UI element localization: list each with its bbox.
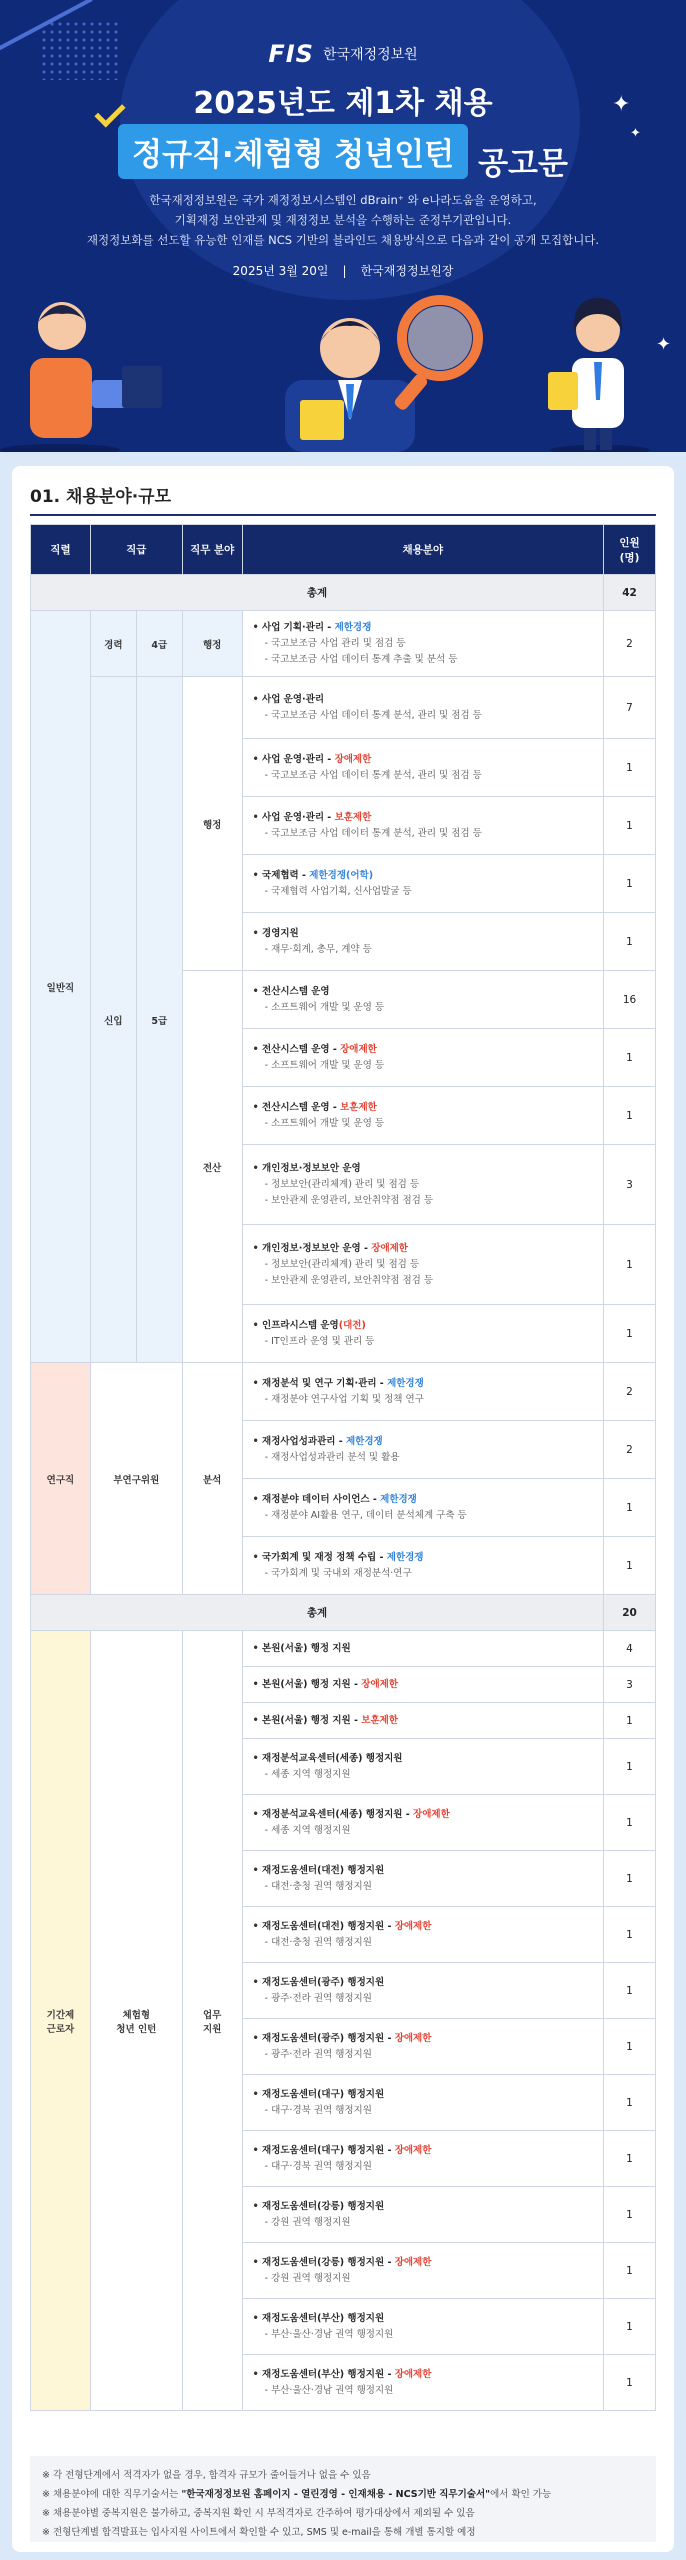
recruit-section (12, 466, 674, 2552)
field-title (253, 1975, 593, 1991)
count-cell: 1 (604, 1703, 656, 1739)
count-cell: 1 (604, 1795, 656, 1851)
section-title: 01. 채용분야·규모 (30, 487, 172, 507)
announce-date: 2025년 3월 20일 (232, 264, 329, 278)
count-cell: 1 (604, 797, 656, 855)
recruit-table (30, 524, 656, 2411)
count-cell: 1 (604, 2243, 656, 2299)
field-sub: - 재정분야 연구사업 기획 및 정책 연구 (253, 1392, 593, 1408)
section-divider (30, 514, 656, 516)
logo-name: 한국재정정보원 (323, 47, 418, 63)
field-title-text: 재정사업성과관리 - (262, 1435, 346, 1447)
title-line1: 2025년도 제1차 채용 (193, 86, 493, 121)
field-cell (242, 677, 603, 739)
field-tag: (대전) (338, 1319, 366, 1331)
field-sub: - 강원 권역 행정지원 (253, 2215, 593, 2231)
header-count-line1: 인원 (619, 536, 640, 549)
field-sub: - 재무·회계, 총무, 계약 등 (253, 942, 593, 958)
field-title (253, 1161, 593, 1177)
field-cell (242, 1703, 603, 1739)
field-title (253, 2199, 593, 2215)
count-cell: 1 (604, 913, 656, 971)
field-sub: - 국고보조금 사업 관리 및 점검 등 (253, 636, 593, 652)
field-cell (242, 1029, 603, 1087)
field-tag: 장애제한 (394, 2032, 432, 2044)
group-grade4-cell (136, 611, 182, 677)
header-bunya: 직무 분야 (182, 525, 242, 575)
intro-line: 재정정보화를 선도할 유능한 인재를 NCS 기반의 블라인드 채용방식으로 다음과 같이 공개 모집합니다. (86, 233, 600, 247)
field-title-text: 재정분석 및 연구 기획·관리 - (262, 1377, 388, 1389)
field-sub: - 대구·경북 권역 행정지원 (253, 2159, 593, 2175)
count-cell: 16 (604, 971, 656, 1029)
total-value: 20 (604, 1595, 656, 1631)
field-title-text: 재정분야 데이터 사이언스 - (262, 1493, 381, 1505)
field-sub: - 국제협력 사업기획, 신사업발굴 등 (253, 884, 593, 900)
group-newhire-cell (90, 677, 136, 1363)
count-cell: 1 (604, 1225, 656, 1305)
group-intern-line2: 근로자 (46, 2023, 75, 2035)
field-title (253, 692, 593, 708)
field-sub: - 대전·충청 권역 행정지원 (253, 1935, 593, 1951)
logo-mark: FIS (268, 40, 314, 68)
table-row (31, 1631, 656, 1667)
group-admin2-cell (182, 677, 242, 971)
field-tag: 장애제한 (413, 1808, 450, 1820)
field-cell (242, 611, 603, 677)
field-title (253, 2143, 593, 2159)
note-text: ※ 채용분야에 대한 직무기술서는 (42, 2489, 182, 2500)
field-title-text: 전산시스템 운영 (262, 985, 330, 997)
logo (0, 40, 686, 68)
field-title-text: 사업 운영·관리 - (262, 753, 335, 765)
field-tag: 장애제한 (394, 2144, 432, 2156)
count-cell: 4 (604, 1631, 656, 1667)
hero-banner (0, 0, 686, 452)
count-cell: 1 (604, 1537, 656, 1595)
count-cell: 1 (604, 2131, 656, 2187)
field-sub: - 국고보조금 사업 데이터 통계 분석, 관리 및 점검 등 (253, 708, 593, 724)
group-intern-type-line2: 청년 인턴 (116, 2023, 157, 2035)
group-analysis: 분석 (203, 1474, 222, 1486)
field-sub: - 강원 권역 행정지원 (253, 2271, 593, 2287)
group-newhire: 신입 (104, 1015, 123, 1027)
field-sub: - 세종 지역 행정지원 (253, 1767, 593, 1783)
note-line (42, 2523, 644, 2542)
table-header-row (31, 525, 656, 575)
note-line (42, 2504, 644, 2523)
field-title (253, 2367, 593, 2383)
group-grade5: 5급 (151, 1015, 168, 1027)
field-cell (242, 1795, 603, 1851)
field-title-text: 본원(서울) 행정 지원 (262, 1642, 351, 1654)
field-title (253, 810, 593, 826)
count-cell: 3 (604, 1667, 656, 1703)
group-grade5-cell (136, 677, 182, 1363)
group-admin1-cell (182, 611, 242, 677)
note-text: ※ 전형단계별 합격발표는 입사지원 사이트에서 확인할 수 있고, SMS 및 e-mail을 통해 개별 통지할 예정 (42, 2527, 476, 2538)
field-title-text: 재정도움센터(대구) 행정지원 - (262, 2144, 395, 2156)
field-title (253, 1641, 593, 1657)
count-cell: 1 (604, 1739, 656, 1795)
field-title-text: 재정도움센터(부산) 행정지원 - (262, 2368, 395, 2380)
count-cell: 1 (604, 855, 656, 913)
field-cell (242, 1421, 603, 1479)
field-sub: - 재정사업성과관리 분석 및 활용 (253, 1450, 593, 1466)
field-tag: 장애제한 (361, 1678, 399, 1690)
field-title-text: 재정도움센터(부산) 행정지원 (262, 2312, 385, 2324)
group-it-cell (182, 971, 242, 1363)
field-tag: 제한경쟁 (334, 621, 372, 633)
field-cell (242, 2299, 603, 2355)
field-cell (242, 1851, 603, 1907)
field-title-text: 개인정보·정보보안 운영 - (262, 1242, 372, 1254)
field-sub: - 소프트웨어 개발 및 운영 등 (253, 1058, 593, 1074)
field-title (253, 1807, 593, 1823)
field-cell (242, 1305, 603, 1363)
sparkle-icon: ✦ (612, 92, 631, 117)
field-tag: 제한경쟁(어학) (309, 869, 374, 881)
field-cell (242, 2131, 603, 2187)
field-sub: - 국가회계 및 국내외 재정분석·연구 (253, 1566, 593, 1582)
header-jikgeup: 직급 (90, 525, 182, 575)
field-cell (242, 971, 603, 1029)
note-text: ※ 채용분야별 중복지원은 불가하고, 중복지원 확인 시 부적격자로 간주하여 평가대상에서 제외될 수 있음 (42, 2508, 475, 2519)
field-title (253, 1713, 593, 1729)
field-title (253, 1863, 593, 1879)
field-cell (242, 2187, 603, 2243)
group-it: 전산 (203, 1162, 222, 1174)
count-cell: 1 (604, 1479, 656, 1537)
table-row (31, 677, 656, 739)
field-cell (242, 1479, 603, 1537)
field-title (253, 1751, 593, 1767)
count-cell: 1 (604, 1851, 656, 1907)
group-intern-type-line1: 체험형 (122, 2009, 151, 2021)
field-title (253, 1318, 593, 1334)
field-title-text: 재정도움센터(대전) 행정지원 - (262, 1920, 395, 1932)
count-cell: 2 (604, 1363, 656, 1421)
field-title-text: 국가회계 및 재정 정책 수립 - (262, 1551, 387, 1563)
field-cell (242, 2019, 603, 2075)
count-cell: 1 (604, 2299, 656, 2355)
field-cell (242, 1537, 603, 1595)
group-admin2: 행정 (203, 819, 222, 831)
field-sub: - 부산·울산·경남 권역 행정지원 (253, 2327, 593, 2343)
count-cell: 1 (604, 1029, 656, 1087)
field-title (253, 868, 593, 884)
field-title (253, 2311, 593, 2327)
field-cell (242, 2355, 603, 2411)
field-title-text: 인프라시스템 운영 (262, 1319, 339, 1331)
field-cell (242, 1225, 603, 1305)
group-support-line2: 지원 (203, 2023, 222, 2035)
field-title-text: 국제협력 - (262, 869, 310, 881)
header-count (604, 525, 656, 575)
count-cell: 3 (604, 1145, 656, 1225)
field-tag: 제한경쟁 (346, 1435, 383, 1447)
field-tag: 보훈제한 (340, 1101, 377, 1113)
field-title-text: 전산시스템 운영 - (262, 1043, 341, 1055)
field-title-text: 개인정보·정보보안 운영 (262, 1162, 361, 1174)
count-cell: 1 (604, 1963, 656, 2019)
field-title-text: 재정분석교육센터(세종) 행정지원 - (262, 1808, 414, 1820)
group-intern-type-cell (90, 1631, 182, 2411)
people-illustration (0, 280, 686, 452)
field-title-text: 사업 운영·관리 - (262, 811, 335, 823)
field-title-text: 본원(서울) 행정 지원 - (262, 1714, 362, 1726)
header-field: 채용분야 (242, 525, 603, 575)
person-right-illustration (548, 298, 650, 452)
count-cell: 1 (604, 2075, 656, 2131)
group-career-cell (90, 611, 136, 677)
field-title (253, 926, 593, 942)
field-tag: 장애제한 (340, 1043, 377, 1055)
field-tag: 보훈제한 (334, 811, 372, 823)
issuer: 한국재정정보원장 (360, 264, 454, 278)
intro-line: 기획재정 보안관제 및 재정정보 분석을 수행하는 준정부기관입니다. (174, 213, 512, 227)
table-row (31, 611, 656, 677)
group-general: 일반직 (46, 982, 75, 994)
count-cell: 2 (604, 611, 656, 677)
field-title-text: 재정분석교육센터(세종) 행정지원 (262, 1752, 403, 1764)
group-analysis-cell (182, 1363, 242, 1595)
title-line2 (0, 124, 686, 183)
group-admin1: 행정 (203, 639, 222, 651)
count-cell: 1 (604, 1907, 656, 1963)
total-row (31, 575, 656, 611)
group-career: 경력 (104, 639, 123, 651)
count-cell: 1 (604, 1305, 656, 1363)
field-title-text: 사업 운영·관리 (262, 693, 324, 705)
field-sub: - 부산·울산·경남 권역 행정지원 (253, 2383, 593, 2399)
note-text: ※ 각 전형단계에서 적격자가 없을 경우, 합격자 규모가 줄어들거나 없을 수 있음 (42, 2470, 371, 2481)
total-label: 총계 (31, 575, 604, 611)
person-left-illustration (0, 302, 162, 452)
field-cell (242, 1087, 603, 1145)
field-tag: 장애제한 (394, 2256, 432, 2268)
field-sub: - 광주·전라 권역 행정지원 (253, 2047, 593, 2063)
field-title (253, 984, 593, 1000)
field-sub: - 광주·전라 권역 행정지원 (253, 1991, 593, 2007)
field-sub: - 정보보안(관리체계) 관리 및 점검 등 (253, 1257, 593, 1273)
field-title (253, 2031, 593, 2047)
field-sub: - 국고보조금 사업 데이터 통계 분석, 관리 및 점검 등 (253, 768, 593, 784)
field-cell (242, 1363, 603, 1421)
field-title-text: 사업 기획·관리 - (262, 621, 335, 633)
count-cell: 7 (604, 677, 656, 739)
field-title (253, 1919, 593, 1935)
group-support-cell (182, 1631, 242, 2411)
divider: | (342, 264, 347, 278)
field-cell (242, 1739, 603, 1795)
intro-text (0, 190, 686, 250)
person-center-illustration (285, 300, 478, 452)
field-cell (242, 855, 603, 913)
field-title (253, 620, 593, 636)
field-cell (242, 1145, 603, 1225)
field-title-text: 경영지원 (262, 927, 299, 939)
title-tail: 공고문 (478, 146, 568, 182)
field-title (253, 1492, 593, 1508)
header-jikgun: 직렬 (31, 525, 91, 575)
title-highlight: 정규직·체험형 청년인턴 (118, 124, 468, 179)
group-research-rank: 부연구위원 (113, 1474, 160, 1486)
field-tag: 제한경쟁 (380, 1493, 417, 1505)
note-bold: "한국재정정보원 홈페이지 - 열린경영 - 인재채용 - NCS기반 직무기술서" (181, 2489, 491, 2500)
count-cell: 1 (604, 2187, 656, 2243)
field-tag: 장애제한 (334, 753, 372, 765)
field-title-text: 재정도움센터(강릉) 행정지원 (262, 2200, 385, 2212)
total-label: 총계 (31, 1595, 604, 1631)
total-value: 42 (604, 575, 656, 611)
count-cell: 2 (604, 1421, 656, 1479)
announce-date-row (0, 262, 686, 279)
group-support-line1: 업무 (203, 2009, 222, 2021)
count-cell: 1 (604, 1087, 656, 1145)
field-title-text: 재정도움센터(강릉) 행정지원 - (262, 2256, 395, 2268)
field-tag: 제한경쟁 (386, 1551, 424, 1563)
field-title-text: 재정도움센터(대전) 행정지원 (262, 1864, 385, 1876)
field-title-text: 재정도움센터(대구) 행정지원 (262, 2088, 385, 2100)
field-cell (242, 739, 603, 797)
field-sub: - 소프트웨어 개발 및 운영 등 (253, 1116, 593, 1132)
header-count-line2: (명) (619, 551, 640, 564)
field-title-text: 전산시스템 운영 - (262, 1101, 341, 1113)
field-sub: - 국고보조금 사업 데이터 통계 추출 및 분석 등 (253, 652, 593, 668)
field-title (253, 752, 593, 768)
field-title (253, 1550, 593, 1566)
sparkle-right-icon: ✦ (656, 334, 672, 355)
field-tag: 제한경쟁 (387, 1377, 424, 1389)
field-cell (242, 2243, 603, 2299)
field-sub: - 대전·충청 권역 행정지원 (253, 1879, 593, 1895)
field-title (253, 1434, 593, 1450)
field-cell (242, 1907, 603, 1963)
field-tag: 장애제한 (371, 1242, 408, 1254)
note-line (42, 2466, 644, 2485)
sparkle-small-icon: ✦ (630, 126, 641, 141)
field-tag: 장애제한 (394, 1920, 432, 1932)
group-grade4: 4급 (151, 639, 168, 651)
field-tag: 장애제한 (394, 2368, 432, 2380)
field-title-text: 본원(서울) 행정 지원 - (262, 1678, 362, 1690)
group-research-cell (31, 1363, 91, 1595)
note-line (42, 2485, 644, 2504)
field-sub: - 국고보조금 사업 데이터 통계 분석, 관리 및 점검 등 (253, 826, 593, 842)
count-cell: 1 (604, 2355, 656, 2411)
count-cell: 1 (604, 739, 656, 797)
field-cell (242, 2075, 603, 2131)
field-sub: - 세종 지역 행정지원 (253, 1823, 593, 1839)
field-sub: - IT인프라 운영 및 관리 등 (253, 1334, 593, 1350)
field-cell (242, 797, 603, 855)
field-title (253, 2087, 593, 2103)
field-cell (242, 1667, 603, 1703)
group-intern-cell (31, 1631, 91, 2411)
field-title (253, 2255, 593, 2271)
field-sub: - 재정분야 AI활용 연구, 데이터 분석체계 구축 등 (253, 1508, 593, 1524)
field-title (253, 1241, 593, 1257)
field-cell (242, 913, 603, 971)
field-cell (242, 1631, 603, 1667)
table-row (31, 1363, 656, 1421)
count-cell: 1 (604, 2019, 656, 2075)
group-research: 연구직 (46, 1474, 75, 1486)
field-cell (242, 1963, 603, 2019)
total-row (31, 1595, 656, 1631)
field-sub: - 보안관제 운영관리, 보안취약점 점검 등 (253, 1193, 593, 1209)
field-sub: - 대구·경북 권역 행정지원 (253, 2103, 593, 2119)
note-text: 에서 확인 가능 (490, 2489, 552, 2500)
group-intern-line1: 기간제 (46, 2009, 75, 2021)
field-sub: - 정보보안(관리체계) 관리 및 점검 등 (253, 1177, 593, 1193)
field-title (253, 1100, 593, 1116)
group-general-cell (31, 611, 91, 1363)
field-title (253, 1376, 593, 1392)
group-research-rank-cell (90, 1363, 182, 1595)
field-title (253, 1677, 593, 1693)
field-tag: 보훈제한 (361, 1714, 399, 1726)
notes-box (30, 2456, 656, 2542)
field-title-text: 재정도움센터(광주) 행정지원 (262, 1976, 385, 1988)
field-sub: - 보안관제 운영관리, 보안취약점 점검 등 (253, 1273, 593, 1289)
field-title-text: 재정도움센터(광주) 행정지원 - (262, 2032, 395, 2044)
intro-line: 한국재정정보원은 국가 재정정보시스템인 dBrain⁺ 와 e나라도움을 운영하고, (149, 193, 537, 207)
field-sub: - 소프트웨어 개발 및 운영 등 (253, 1000, 593, 1016)
field-title (253, 1042, 593, 1058)
